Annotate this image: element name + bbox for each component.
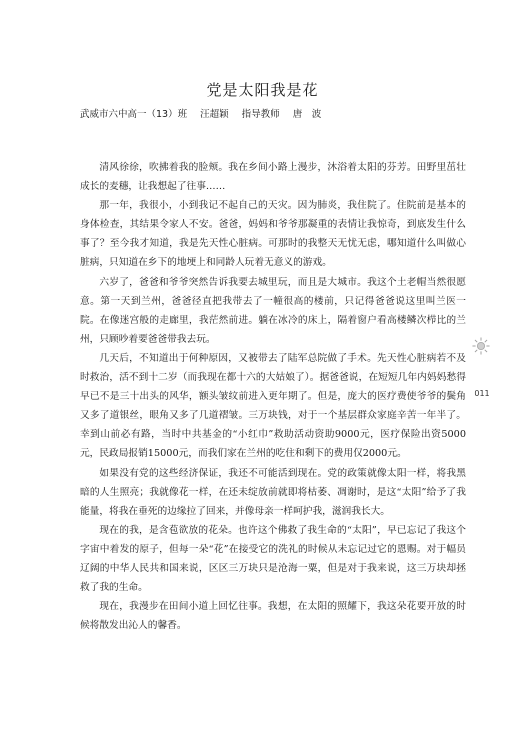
byline: [80, 106, 480, 120]
byline-author: 汪超颖: [200, 109, 229, 120]
page-number-marker: [470, 337, 492, 398]
paragraph: 现在，我漫步在田间小道上回忆往事。我想，在太阳的照耀下，我这朵花要开放的时候将散发出沁人的馨香。: [80, 601, 466, 632]
sun-ornament-icon: [472, 337, 490, 355]
page-number: 011: [474, 389, 490, 398]
article-title: 党是太阳我是花: [206, 81, 319, 100]
byline-teacher: 唐 波: [292, 109, 322, 120]
byline-school: 武威市六中高一（13）班: [80, 109, 188, 120]
paragraph: 那一年，我很小，小到我记不起自己的天灾。因为肺炎，我住院了。住院前是基本的身体检查，其结果令家人不安。爸爸，妈妈和爷爷那凝重的表情让我惊奇，到底发生什么事了？至今我才知道，我是先天性心脏病。可那时的我整天无忧无虑，哪知道什么叫做心脏病，只知道在乡下的地埂上和同龄人玩着无意义的游戏。: [80, 200, 466, 269]
paragraph: 清风徐徐，吹拂着我的脸颊。我在乡间小路上漫步，沐浴着太阳的芬芳。田野里茁壮成长的麦穗，让我想起了往事……: [80, 162, 466, 193]
byline-teacher-label: 指导教师: [241, 109, 280, 120]
paragraph: 如果没有党的这些经济保证，我还不可能活到现在。党的政策就像太阳一样，将我黑暗的人生照亮；我就像花一样，在还未绽放前就即将枯萎、凋谢时，是这“太阳”给予了我能量，将我在垂死的边缘拉了回来，并像母亲一样呵护我，滋润我长大。: [80, 467, 466, 517]
paragraph: 现在的我，是含苞欲放的花朵。也许这个佛救了我生命的“太阳”，早已忘记了我这个字宙中着发的原子，但每一朵“花”在接受它的洗礼的时候从未忘记过它的恩赐。对于幅员辽阔的中华人民共和国来说，区区三万块只是沧海一粟，但是对于我来说，这三万块却拯救了我的生命。: [80, 524, 466, 594]
paragraph: 六岁了，爸爸和爷爷突然告诉我要去城里玩，而且是大城市。我这个土老帽当然很愿意。第一天到兰州，爸爸径直把我带去了一幢很高的楼前，只记得爸爸说这里叫兰医一院。在像迷宫般的走廊里，我茫然前进。躺在冰冷的床上，隔着窗户看高楼鳞次栉比的兰州，只顾吵着要爸爸带我去玩。: [80, 276, 466, 345]
article-body: [80, 158, 466, 635]
paragraph: 几天后，不知道出于何种原因，又被带去了陆军总院做了手术。先天性心脏病若不及时救治，活不到十二岁（而我现在都十六的大姑娘了）。据爸爸说，在短短几年内妈妈愁得早已不是三十出头的风华，额头皱纹前进入更年期了。但是，庞大的医疗费使爷爷的鬓角又多了道银丝，眼角又多了几道褶皱。三万块钱，对于一个基层群众家庭辛苦一年半了。幸到山前必有路，当时中共基金的“小红巾”救助活动资助9000元，医疗保险出资5000元，民政局报销15000元，而我们家在兰州的吃住和剩下的费用仅2000元。: [80, 352, 466, 460]
